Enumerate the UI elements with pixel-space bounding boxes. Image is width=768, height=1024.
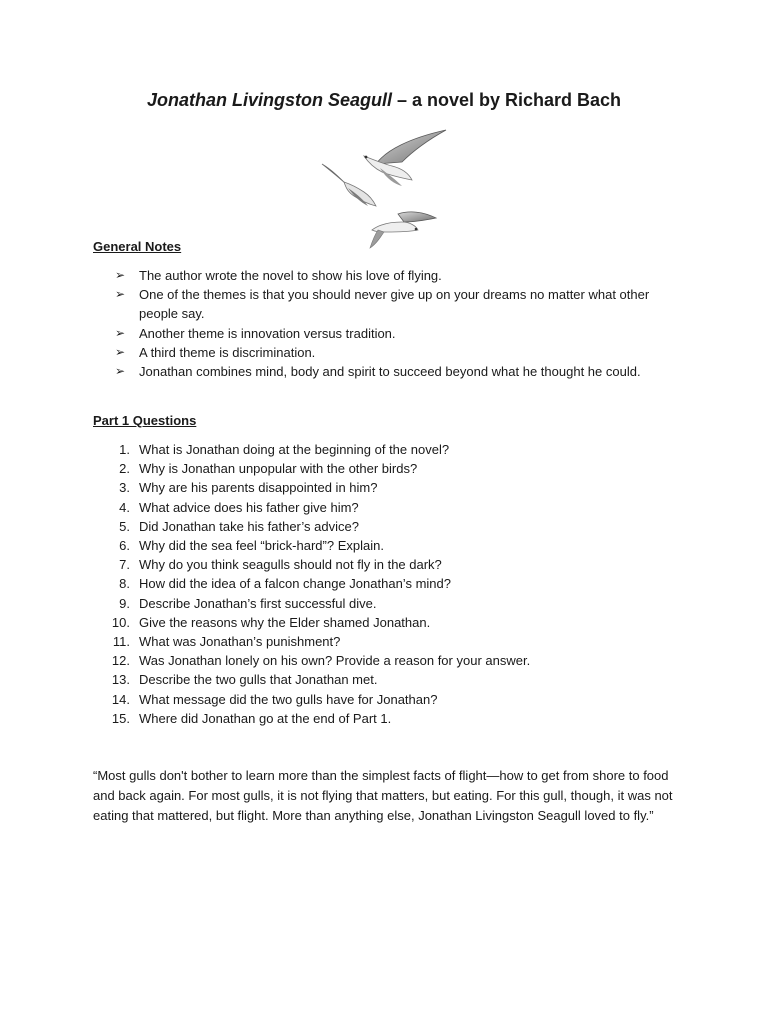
list-item: ➢ The author wrote the novel to show his love of flying. bbox=[115, 266, 675, 285]
question-item: 6. Why did the sea feel “brick-hard”? Explain. bbox=[119, 538, 384, 554]
question-item: 2. Why is Jonathan unpopular with the other birds? bbox=[119, 461, 418, 477]
page-title bbox=[0, 88, 768, 112]
list-item: ➢ Jonathan combines mind, body and spirit to succeed beyond what he thought he could. bbox=[115, 362, 675, 381]
list-item: ➢ Another theme is innovation versus tradition. bbox=[115, 324, 675, 343]
question-item: 10. Give the reasons why the Elder shamed Jonathan. bbox=[111, 614, 431, 630]
general-notes-list bbox=[115, 266, 675, 381]
novel-quote: “Most gulls don't bother to learn more than the simplest facts of flight—how to get from shore to food and back again. For most gulls, it is not flying that matters, but eating. For this gull, though, it was not eating that mattered, but flight. More than anything else, Jonathan Livingston Seagull loved to fly.” bbox=[93, 768, 673, 823]
title-book-name: Jonathan Livingston Seagull bbox=[146, 90, 392, 110]
question-item: 9. Describe Jonathan’s first successful dive. bbox=[119, 595, 377, 611]
part1-questions-list bbox=[108, 440, 688, 728]
seagull-left-icon bbox=[322, 164, 376, 206]
arrow-bullet-icon: ➢ bbox=[115, 268, 126, 282]
general-notes-heading: General Notes bbox=[93, 239, 182, 254]
seagulls-illustration-icon bbox=[318, 126, 454, 252]
question-item: 4. What advice does his father give him? bbox=[119, 499, 359, 515]
question-item: 12. Was Jonathan lonely on his own? Provide a reason for your answer. bbox=[111, 653, 531, 669]
title-subtitle: – a novel by Richard Bach bbox=[391, 90, 622, 110]
part1-questions-heading: Part 1 Questions bbox=[93, 413, 197, 428]
question-item: 14. What message did the two gulls have for Jonathan? bbox=[111, 691, 438, 707]
question-item: 8. How did the idea of a falcon change Jonathan’s mind? bbox=[119, 576, 451, 592]
list-item: ➢ A third theme is discrimination. bbox=[115, 343, 675, 362]
arrow-bullet-icon: ➢ bbox=[115, 287, 126, 302]
arrow-bullet-icon: ➢ bbox=[115, 364, 126, 379]
question-item: 11. What was Jonathan’s punishment? bbox=[112, 634, 341, 650]
arrow-bullet-icon: ➢ bbox=[115, 344, 126, 359]
question-item: 3. Why are his parents disappointed in him? bbox=[119, 480, 378, 496]
question-item: 7. Why do you think seagulls should not fly in the dark? bbox=[119, 557, 442, 573]
arrow-bullet-icon: ➢ bbox=[115, 325, 126, 340]
seagull-top-icon bbox=[364, 130, 446, 186]
question-item: 15. Where did Jonathan go at the end of Part 1. bbox=[111, 710, 392, 726]
list-item: ➢ One of the themes is that you should never give up on your dreams no matter what other people say. bbox=[115, 287, 650, 322]
question-item: 5. Did Jonathan take his father’s advice? bbox=[119, 518, 359, 534]
question-item: 1. What is Jonathan doing at the beginning of the novel? bbox=[119, 442, 450, 457]
seagull-bottom-icon bbox=[370, 212, 436, 248]
question-item: 13. Describe the two gulls that Jonathan met. bbox=[111, 672, 378, 688]
